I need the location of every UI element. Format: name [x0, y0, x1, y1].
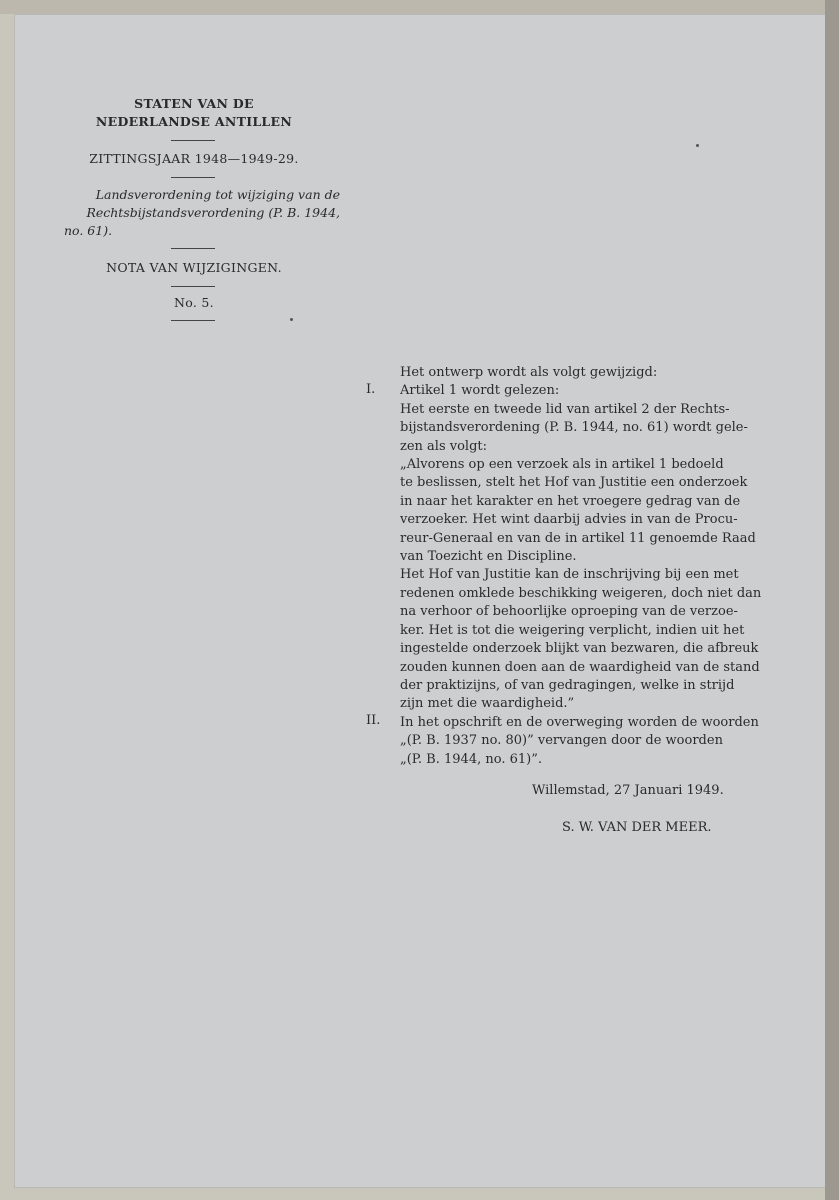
- item1-line: ingestelde onderzoek blijkt van bezwaren, die afbreuk: [400, 641, 759, 657]
- title-line-1: STATEN VAN DE: [134, 96, 254, 111]
- signatory: S. W. VAN DER MEER.: [562, 820, 712, 835]
- item1-line: ker. Het is tot die weigering verplicht, indien uit het: [400, 622, 745, 638]
- title-line-2: NEDERLANDSE ANTILLEN: [95, 114, 293, 129]
- session-year: ZITTINGSJAAR 1948—1949-29.: [89, 151, 299, 166]
- item1-line: der praktizijns, of van gedragingen, welke in strijd: [400, 677, 735, 693]
- item1-line: Artikel 1 wordt gelezen:: [400, 383, 560, 399]
- place-date: Willemstad, 27 Januari 1949.: [532, 783, 724, 798]
- ink-speck: [696, 144, 699, 147]
- subject-line: Rechtsbijstandsverordening (P. B. 1944,: [86, 205, 340, 220]
- item1-line: te beslissen, stelt het Hof van Justitie een onderzoek: [400, 475, 748, 491]
- item2-line: In het opschrift en de overweging worden de woorden: [400, 714, 759, 730]
- item1-line: verzoeker. Het wint daarbij advies in van de Procu-: [400, 512, 738, 528]
- item-1-number: I.: [366, 382, 376, 397]
- divider: [171, 286, 215, 287]
- item1-line: redenen omklede beschikking weigeren, doch niet dan: [400, 585, 762, 601]
- item2-line: „(P. B. 1937 no. 80)” vervangen door de woorden: [400, 733, 723, 749]
- ink-speck: [290, 318, 293, 321]
- divider: [171, 320, 215, 321]
- intro-line: Het ontwerp wordt als volgt gewijzigd:: [400, 365, 658, 380]
- item1-line: bijstandsverordening (P. B. 1944, no. 61) wordt gele-: [400, 420, 748, 436]
- subject-line: no. 61).: [64, 223, 113, 238]
- subject: [44, 186, 340, 240]
- item1-line: in naar het karakter en het vroegere gedrag van de: [400, 493, 741, 509]
- item1-line: zouden kunnen doen aan de waardigheid van de stand: [400, 659, 760, 675]
- item1-line: Het Hof van Justitie kan de inschrijving bij een met: [400, 567, 739, 583]
- scan-border-right: [825, 0, 839, 1200]
- body-text: [400, 364, 770, 769]
- item2-line: „(P. B. 1944, no. 61)”.: [400, 751, 542, 767]
- item1-line: Het eerste en tweede lid van artikel 2 der Rechts-: [400, 401, 730, 417]
- divider: [171, 248, 215, 249]
- document-type: NOTA VAN WIJZIGINGEN.: [106, 260, 282, 275]
- scan-border-top: [0, 0, 839, 14]
- item-2-number: II.: [366, 713, 381, 728]
- item1-line: van Toezicht en Discipline.: [400, 549, 577, 565]
- item1-line: „Alvorens op een verzoek als in artikel 1 bedoeld: [400, 457, 724, 473]
- item1-line: reur-Generaal en van de in artikel 11 genoemde Raad: [400, 530, 756, 546]
- divider: [171, 140, 215, 141]
- subject-line: Landsverordening tot wijziging van de: [95, 187, 340, 202]
- item1-line: zen als volgt:: [400, 438, 488, 454]
- document-number: No. 5.: [174, 295, 214, 310]
- item1-line: na verhoor of behoorlijke oproeping van de verzoe-: [400, 604, 738, 620]
- item1-line: zijn met die waardigheid.”: [400, 696, 575, 712]
- divider: [171, 177, 215, 178]
